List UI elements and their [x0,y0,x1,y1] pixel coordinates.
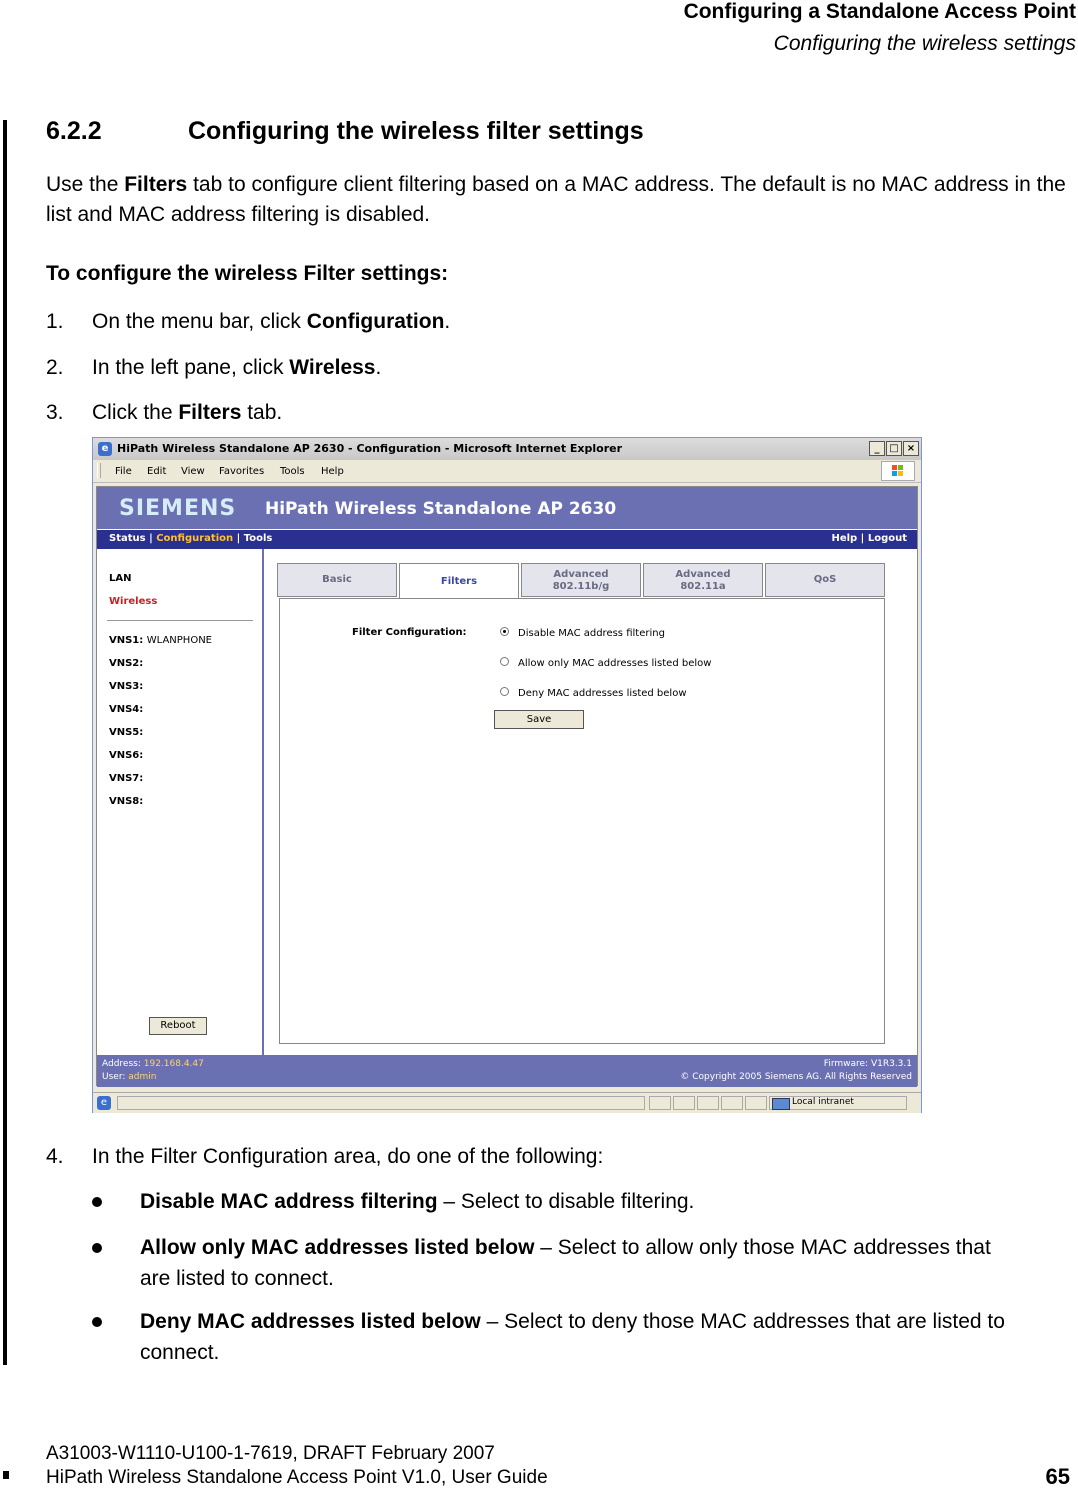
user-line: User: admin [102,1072,157,1082]
firmware-line: Firmware: V1R3.3.1 [823,1059,912,1069]
left-item-lan[interactable]: LAN [109,573,132,584]
left-pane-divider [107,620,253,621]
reboot-button[interactable]: Reboot [149,1017,207,1035]
browser-screenshot [92,437,922,1113]
nav-logout[interactable]: Logout [867,533,907,544]
radio-allow-listed[interactable] [500,657,509,666]
intro-bold: Filters [124,173,188,196]
bullet-dot [92,1197,102,1207]
tab-advanced-a[interactable]: Advanced 802.11a [643,563,763,597]
save-button[interactable]: Save [494,710,584,729]
option-deny-label: Deny MAC addresses listed below [518,688,687,699]
footer-marker [3,1471,9,1479]
nav-bar: Status | Configuration | Tools Help | Logout [97,530,917,549]
windows-flag-icon [881,461,915,481]
copyright-line: © Copyright 2005 Siemens AG. All Rights Reserved [680,1072,912,1082]
menu-favorites[interactable]: Favorites [219,466,265,477]
nav-configuration[interactable]: Configuration [156,533,234,544]
left-pane [97,549,264,1055]
procedure-title: To configure the wireless Filter settings: [46,262,449,285]
menu-bar [93,460,921,483]
menu-tools[interactable]: Tools [280,466,305,477]
tab-basic[interactable]: Basic [277,563,397,597]
zone-cell [769,1096,907,1110]
left-item-wireless[interactable]: Wireless [109,596,158,607]
zone-label: Local intranet [792,1097,854,1107]
window-title: HiPath Wireless Standalone AP 2630 - Configuration - Microsoft Internet Explorer [117,442,623,455]
status-cell [673,1096,695,1110]
page-icon: e [97,1096,111,1110]
nav-tools[interactable]: Tools [243,533,273,544]
status-cell [697,1096,719,1110]
menu-help[interactable]: Help [321,466,344,477]
running-header-title: Configuring a Standalone Access Point [683,0,1076,23]
menubar-grip [97,463,101,478]
status-text-cell [117,1096,645,1110]
bullet-dot [92,1243,102,1253]
left-item-vns2[interactable]: VNS2: [109,658,144,669]
banner [97,487,917,529]
left-item-vns4[interactable]: VNS4: [109,704,144,715]
intro-paragraph: Use the Filters tab to configure client filtering based on a MAC address. The default is no MAC address in the list and MAC address filtering is disabled. [46,173,1066,226]
left-item-vns1[interactable]: VNS1: WLANPHONE [109,635,212,646]
status-cell [745,1096,767,1110]
filter-panel [279,598,885,1044]
tab-filters[interactable]: Filters [399,563,519,599]
status-bar [93,1092,921,1113]
option-allow-label: Allow only MAC addresses listed below [518,658,712,669]
menu-file[interactable]: File [115,466,132,477]
footer-doc-id: A31003-W1110-U100-1-7619, DRAFT February 2007 [46,1443,495,1464]
option-disable-label: Disable MAC address filtering [518,628,665,639]
tab-qos[interactable]: QoS [765,563,885,597]
bullet-dot [92,1317,102,1327]
product-name: HiPath Wireless Standalone AP 2630 [265,499,617,519]
menu-edit[interactable]: Edit [147,466,167,477]
menu-view[interactable]: View [181,466,205,477]
running-header-subtitle: Configuring the wireless settings [773,32,1076,55]
tab-strip [277,563,887,599]
footer-guide-title: HiPath Wireless Standalone Access Point V1.0, User Guide [46,1467,548,1488]
left-item-vns7[interactable]: VNS7: [109,773,144,784]
close-icon[interactable]: × [903,441,919,456]
siemens-logo: SIEMENS [119,496,237,521]
address-line: Address: 192.168.4.47 [102,1059,204,1069]
radio-deny-listed[interactable] [500,687,509,696]
minimize-icon[interactable]: _ [869,441,885,456]
left-item-vns6[interactable]: VNS6: [109,750,144,761]
status-cell [649,1096,671,1110]
left-item-vns8[interactable]: VNS8: [109,796,144,807]
filter-config-label: Filter Configuration: [352,627,467,638]
intranet-icon [772,1098,790,1110]
page-content [96,486,918,1086]
section-number: 6.2.2 [46,117,102,145]
left-item-vns5[interactable]: VNS5: [109,727,144,738]
change-bar [3,120,7,1365]
window-titlebar [93,438,921,460]
nav-help[interactable]: Help [831,533,858,544]
ie-icon: e [98,442,112,456]
left-item-vns3[interactable]: VNS3: [109,681,144,692]
nav-status[interactable]: Status [109,533,146,544]
status-cell [721,1096,743,1110]
maximize-icon[interactable]: □ [886,441,902,456]
tab-advanced-bg[interactable]: Advanced 802.11b/g [521,563,641,597]
page-number: 65 [1045,1464,1070,1489]
section-title: Configuring the wireless filter settings [188,117,644,145]
page-footer-bar [97,1055,917,1087]
radio-disable-filtering[interactable] [500,627,509,636]
